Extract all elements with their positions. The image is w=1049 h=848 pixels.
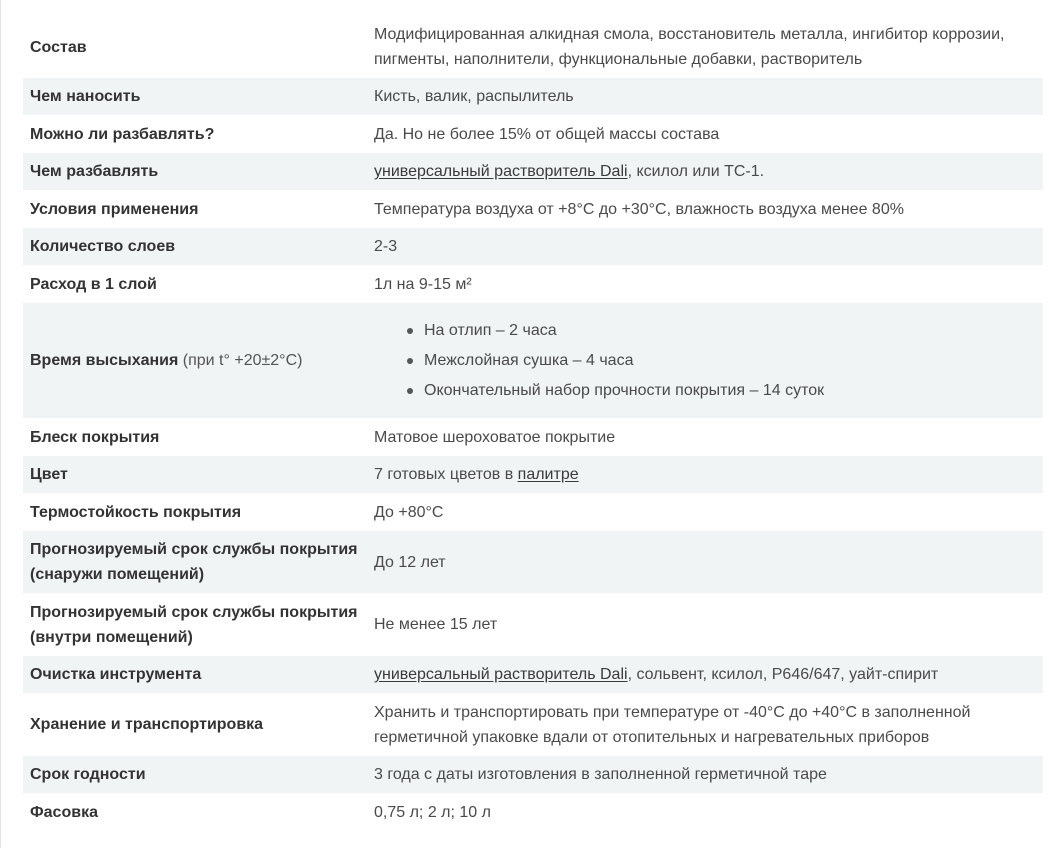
row-value: Матовое шероховатое покрытие: [374, 428, 616, 446]
row-label: Чем разбавлять: [23, 153, 367, 190]
row-label: Прогнозируемый срок службы покрытия (снаружи помещений): [23, 531, 367, 593]
list-item: На отлип – 2 часа: [424, 316, 1043, 346]
row-label: Термостойкость покрытия: [30, 503, 242, 521]
table-row: [23, 756, 1043, 793]
row-value: [367, 153, 1043, 190]
table-row: [23, 303, 1043, 418]
row-label: Срок годности: [23, 756, 367, 793]
palette-link[interactable]: палитре: [517, 466, 579, 483]
row-value: [367, 456, 1043, 493]
table-row: [23, 16, 1043, 78]
row-value-prefix: 7 готовых цветов в: [374, 466, 518, 483]
row-label: Блеск покрытия: [30, 428, 160, 446]
row-label: Фасовка: [30, 803, 98, 821]
row-label: Состав: [30, 38, 87, 56]
table-row: [23, 153, 1043, 190]
row-value: Хранить и транспортировать при температуре от -40°C до +40°C в заполненной герметичной упаковке вдали от отопительных и нагревательных приборов: [374, 703, 971, 746]
table-row: [23, 531, 1043, 593]
row-label-main: Время высыхания: [30, 352, 179, 369]
dali-solvent-link[interactable]: универсальный растворитель Dali: [374, 666, 628, 683]
row-label: Можно ли разбавлять?: [30, 125, 215, 143]
row-value-rest: , ксилол или ТС-1.: [627, 163, 765, 180]
row-label: Цвет: [23, 456, 367, 493]
row-value: До +80°C: [374, 503, 444, 521]
row-label: Прогнозируемый срок службы покрытия (внутри помещений): [30, 603, 358, 646]
table-row: [23, 78, 1043, 115]
table-row: [23, 115, 1043, 153]
row-value: Кисть, валик, распылитель: [367, 78, 1043, 115]
row-value: До 12 лет: [367, 531, 1043, 593]
table-row: [23, 265, 1043, 303]
row-value: 2-3: [367, 228, 1043, 265]
list-item: Окончательный набор прочности покрытия – 14 суток: [424, 376, 1043, 406]
row-label: Расход в 1 слой: [30, 275, 157, 293]
row-value: 0,75 л; 2 л; 10 л: [374, 803, 491, 821]
row-value-rest: , сольвент, ксилол, Р646/647, уайт-спирит: [627, 666, 939, 683]
table-row: [23, 190, 1043, 228]
row-value: [367, 656, 1043, 693]
dali-solvent-link[interactable]: универсальный растворитель Dali: [374, 163, 628, 180]
row-label-note: (при t° +20±2°C): [182, 352, 303, 369]
table-row: [23, 593, 1043, 656]
row-label: [23, 303, 367, 418]
row-value: Да. Но не более 15% от общей массы состава: [374, 125, 720, 143]
table-row: [23, 456, 1043, 493]
row-label: Хранение и транспортировка: [30, 716, 264, 733]
table-row: [23, 228, 1043, 265]
row-value: Не менее 15 лет: [374, 616, 498, 633]
row-value: [367, 303, 1043, 418]
product-spec-table: [23, 16, 1043, 831]
table-row: [23, 793, 1043, 831]
row-label: Количество слоев: [23, 228, 367, 265]
row-value: Температура воздуха от +8°C до +30°C, влажность воздуха менее 80%: [374, 200, 904, 218]
row-label: Условия применения: [30, 200, 199, 218]
row-value: 1л на 9-15 м²: [374, 275, 472, 293]
table-row: [23, 693, 1043, 756]
row-label: Чем наносить: [23, 78, 367, 115]
list-item: Межслойная сушка – 4 часа: [424, 346, 1043, 376]
table-row: [23, 418, 1043, 456]
table-row: [23, 656, 1043, 693]
row-label: Очистка инструмента: [23, 656, 367, 693]
drying-time-list: [374, 316, 1043, 406]
table-row: [23, 493, 1043, 531]
row-value: 3 года с даты изготовления в заполненной герметичной таре: [367, 756, 1043, 793]
row-value: Модифицированная алкидная смола, восстановитель металла, ингибитор коррозии, пигменты, наполнители, функциональные добавки, растворитель: [374, 26, 1005, 68]
